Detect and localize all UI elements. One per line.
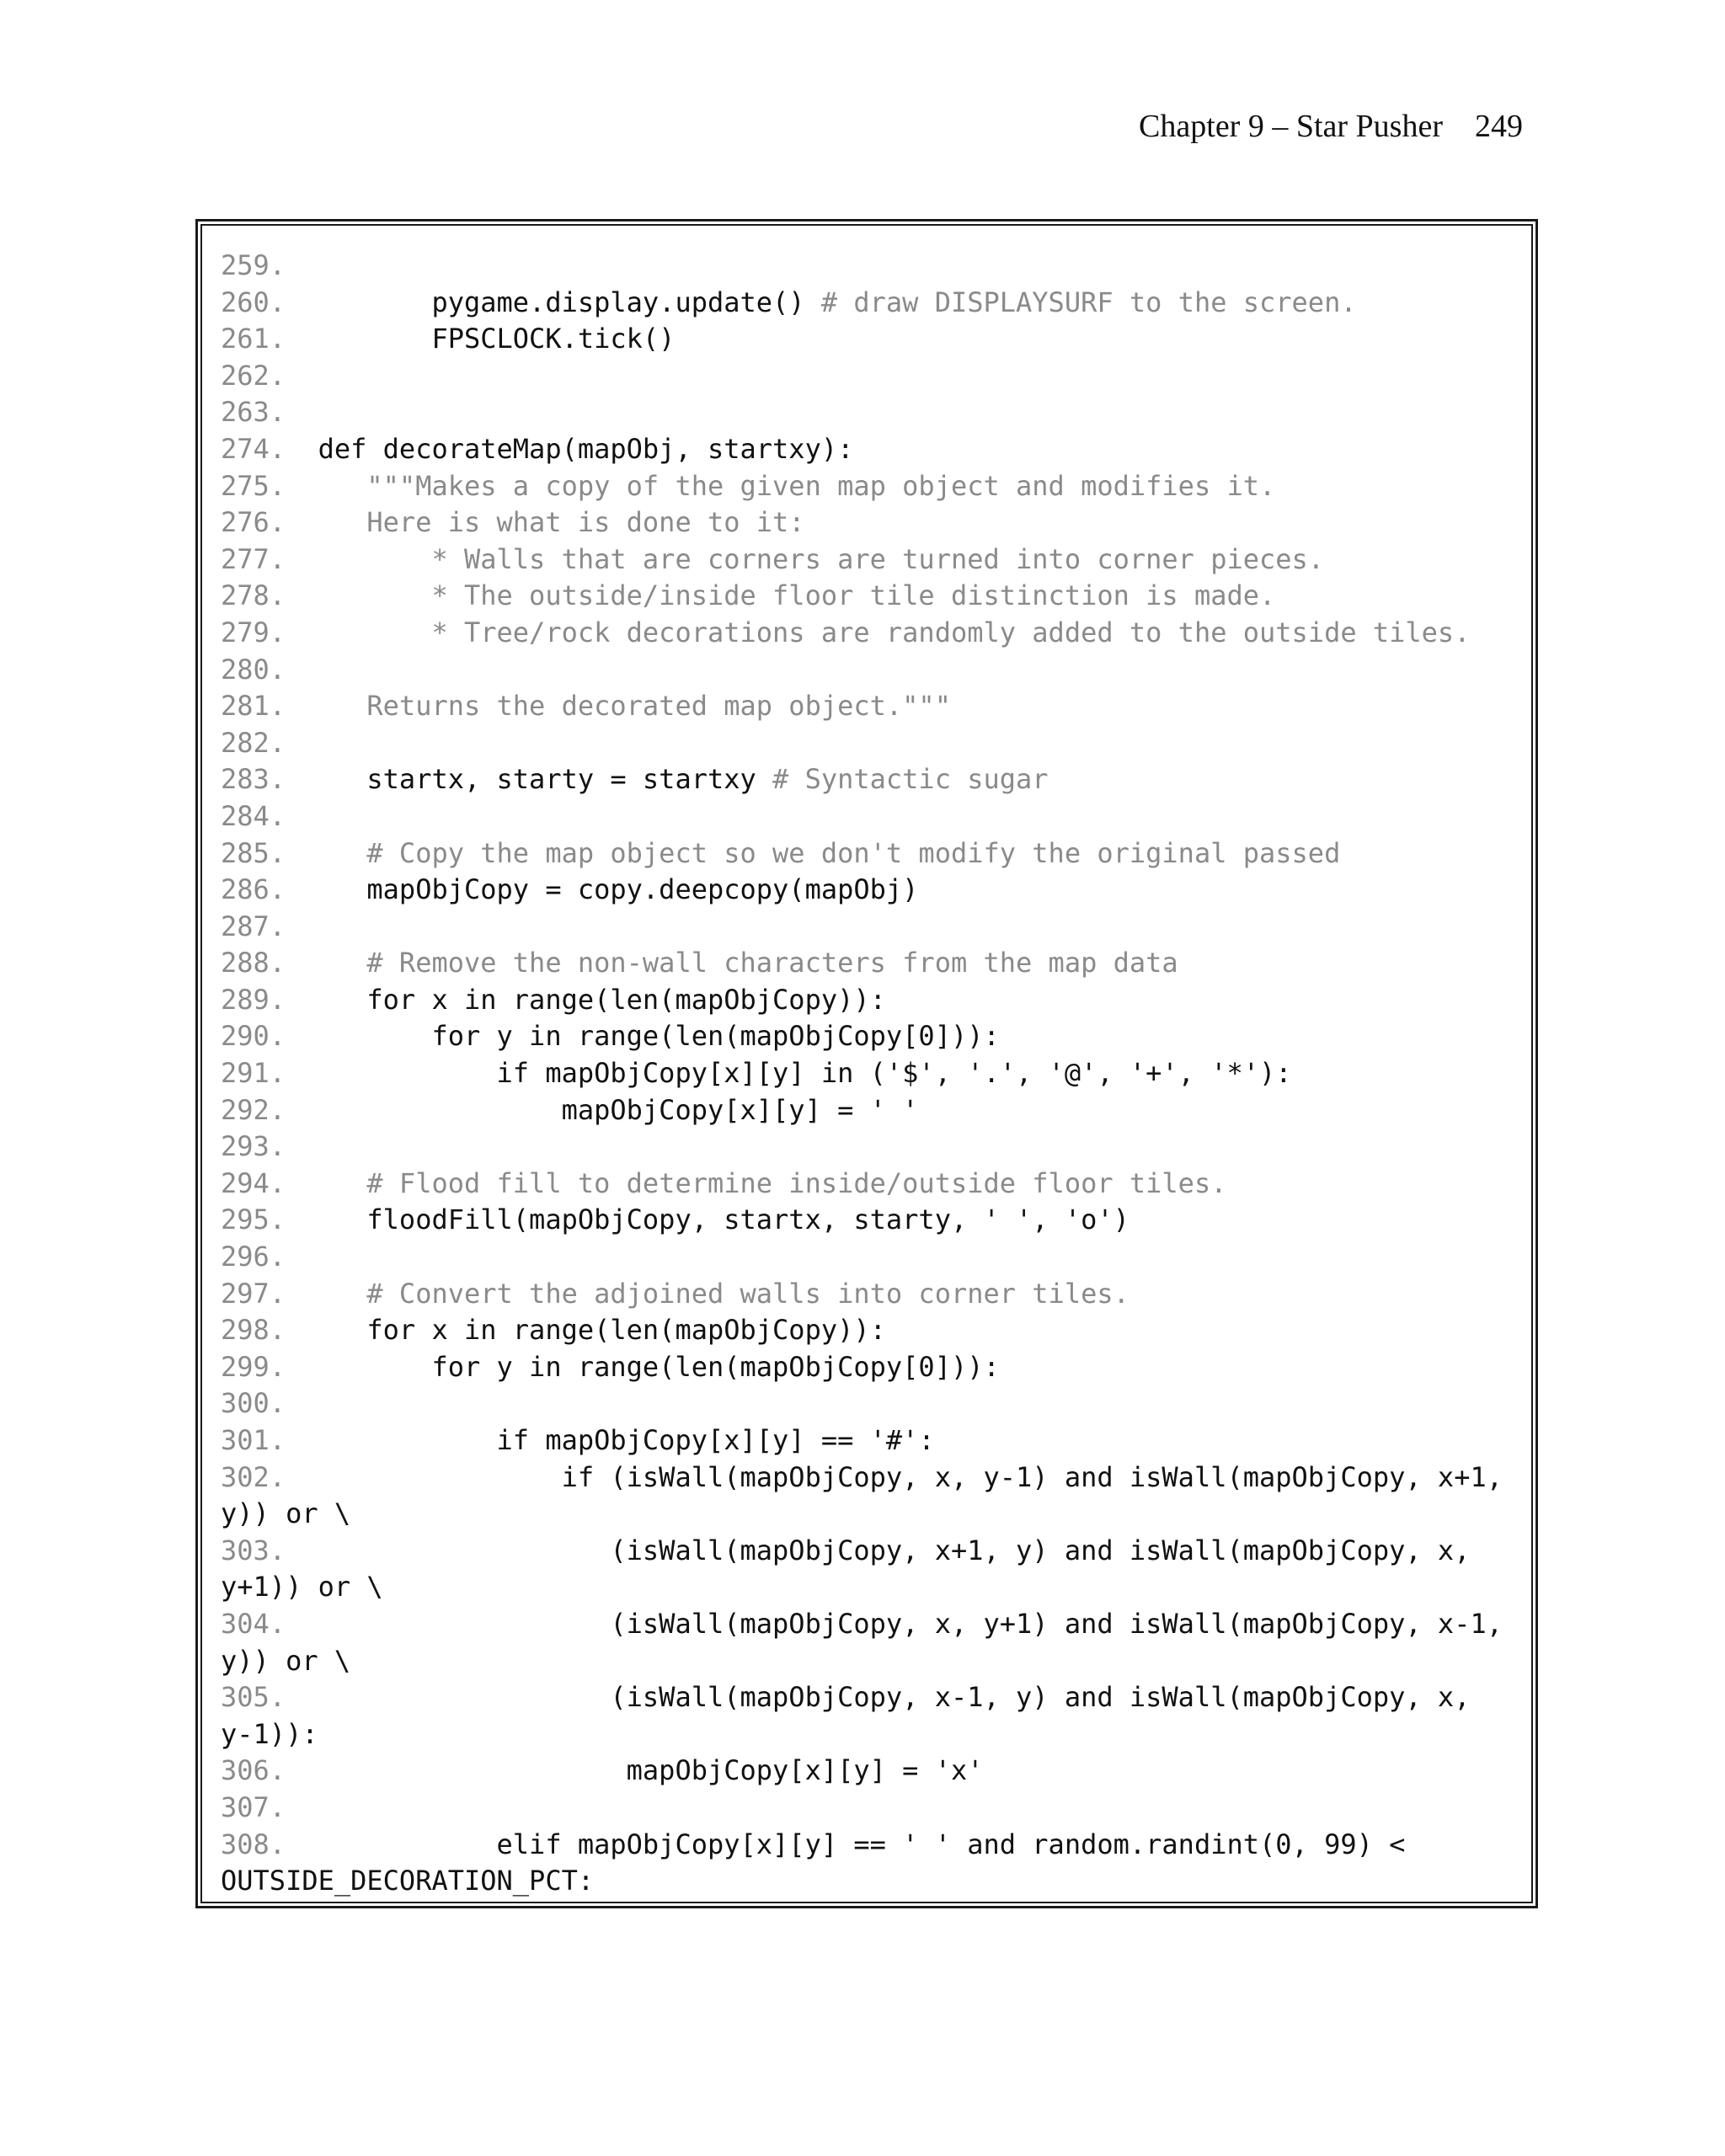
line-number: 291. <box>221 1057 302 1090</box>
line-number: 276. <box>221 506 302 539</box>
line-number: 300. <box>221 1387 302 1420</box>
code-line <box>221 1202 1531 1239</box>
page-header <box>1139 108 1523 145</box>
line-indent <box>302 947 366 979</box>
code-line <box>221 1643 1531 1680</box>
code-listing-frame <box>195 219 1538 1908</box>
code-line <box>221 798 1531 835</box>
code-line <box>221 248 1531 285</box>
line-code: y)) or \ <box>221 1497 351 1530</box>
code-line <box>221 982 1531 1019</box>
line-code: floodFill(mapObjCopy, startx, starty, ' ', 'o') <box>366 1203 1130 1236</box>
line-number: 283. <box>221 763 302 796</box>
line-number: 289. <box>221 983 302 1016</box>
code-line <box>221 1679 1531 1716</box>
line-code: (isWall(mapObjCopy, x+1, y) and isWall(mapObjCopy, x, <box>610 1534 1471 1566</box>
line-indent <box>302 579 431 611</box>
code-line <box>221 285 1531 322</box>
code-line <box>221 835 1531 873</box>
line-number: 308. <box>221 1828 302 1860</box>
line-number: 290. <box>221 1020 302 1053</box>
code-line <box>221 1863 1531 1900</box>
line-number: 293. <box>221 1130 302 1163</box>
line-code: mapObjCopy[x][y] = ' ' <box>561 1093 919 1126</box>
code-line <box>221 1569 1531 1606</box>
code-line <box>221 504 1531 542</box>
line-indent <box>302 1681 610 1713</box>
line-comment: # Syntactic sugar <box>772 763 1049 796</box>
line-number: 297. <box>221 1277 302 1310</box>
code-line <box>221 1349 1531 1386</box>
line-indent <box>302 690 366 722</box>
code-line <box>221 542 1531 579</box>
line-number: 282. <box>221 726 302 759</box>
line-indent <box>302 1094 561 1126</box>
code-line <box>221 1496 1531 1533</box>
line-number: 295. <box>221 1203 302 1236</box>
line-comment: * The outside/inside floor tile distinction is made. <box>431 579 1276 612</box>
line-code: mapObjCopy = copy.deepcopy(mapObj) <box>366 873 919 906</box>
code-listing <box>200 224 1533 1903</box>
line-code: for x in range(len(mapObjCopy)): <box>366 1314 886 1347</box>
line-code: startx, starty = startxy <box>366 763 773 796</box>
line-comment: * Walls that are corners are turned into corner pieces. <box>431 542 1325 575</box>
line-indent <box>302 1020 431 1052</box>
line-comment: # Remove the non-wall characters from the map data <box>366 947 1178 979</box>
code-line <box>221 1239 1531 1276</box>
line-comment: # draw DISPLAYSURF to the screen. <box>820 286 1357 318</box>
code-line <box>221 394 1531 431</box>
code-line <box>221 652 1531 689</box>
line-code: y)) or \ <box>221 1644 351 1677</box>
line-indent <box>302 1754 626 1786</box>
line-code: mapObjCopy[x][y] = 'x' <box>626 1754 984 1787</box>
line-number: 304. <box>221 1607 302 1640</box>
line-comment: """Makes a copy of the given map object and modifies it. <box>366 469 1276 502</box>
code-line <box>221 1312 1531 1349</box>
line-number: 278. <box>221 579 302 612</box>
code-line <box>221 1018 1531 1055</box>
line-number: 275. <box>221 469 302 502</box>
code-line <box>221 688 1531 725</box>
line-indent <box>302 1534 610 1566</box>
line-number: 294. <box>221 1166 302 1199</box>
code-line <box>221 1790 1531 1827</box>
line-comment: Returns the decorated map object.""" <box>366 690 951 723</box>
line-indent <box>302 837 366 869</box>
line-number: 281. <box>221 690 302 723</box>
code-line <box>221 909 1531 946</box>
line-indent <box>302 763 366 795</box>
code-line <box>221 1055 1531 1092</box>
code-line <box>221 761 1531 798</box>
line-indent <box>302 1278 366 1310</box>
line-number: 302. <box>221 1460 302 1493</box>
line-code: for y in range(len(mapObjCopy[0])): <box>431 1020 1000 1053</box>
line-number: 280. <box>221 653 302 686</box>
line-indent <box>302 873 366 905</box>
line-indent <box>302 1608 610 1640</box>
line-indent <box>302 506 366 538</box>
line-indent <box>302 984 366 1016</box>
line-comment: * Tree/rock decorations are randomly added to the outside tiles. <box>431 616 1471 648</box>
line-code: y+1)) or \ <box>221 1571 383 1604</box>
line-number: 298. <box>221 1314 302 1347</box>
line-comment: # Copy the map object so we don't modify the original passed <box>366 836 1341 869</box>
code-line <box>221 615 1531 652</box>
line-indent <box>302 1461 561 1493</box>
line-comment: # Flood fill to determine inside/outside floor tiles. <box>366 1166 1227 1199</box>
line-number: 303. <box>221 1534 302 1566</box>
line-code: def decorateMap(mapObj, startxy): <box>318 432 854 465</box>
line-code: y-1)): <box>221 1717 318 1750</box>
code-line <box>221 1606 1531 1643</box>
line-number: 279. <box>221 616 302 648</box>
line-comment: # Convert the adjoined walls into corner tiles. <box>366 1277 1130 1310</box>
code-line <box>221 1166 1531 1203</box>
line-code: if (isWall(mapObjCopy, x, y-1) and isWall(mapObjCopy, x+1, <box>561 1460 1503 1493</box>
line-number: 261. <box>221 323 302 355</box>
line-indent <box>302 1203 366 1235</box>
line-indent <box>302 1828 496 1860</box>
line-code: (isWall(mapObjCopy, x, y+1) and isWall(mapObjCopy, x-1, <box>610 1607 1503 1640</box>
line-number: 307. <box>221 1790 302 1823</box>
line-number: 284. <box>221 799 302 832</box>
code-line <box>221 725 1531 762</box>
code-line <box>221 578 1531 615</box>
line-number: 292. <box>221 1093 302 1126</box>
line-code: for x in range(len(mapObjCopy)): <box>366 983 886 1016</box>
line-indent <box>302 470 366 502</box>
line-number: 306. <box>221 1754 302 1787</box>
line-indent <box>302 323 431 355</box>
line-code: OUTSIDE_DECORATION_PCT: <box>221 1865 595 1897</box>
line-indent <box>302 1314 366 1346</box>
code-line <box>221 321 1531 358</box>
line-number: 274. <box>221 432 302 465</box>
line-number: 262. <box>221 359 302 392</box>
code-line <box>221 1533 1531 1570</box>
code-line <box>221 1276 1531 1313</box>
code-line <box>221 1460 1531 1497</box>
line-indent <box>302 433 318 465</box>
line-number: 285. <box>221 836 302 869</box>
line-number: 277. <box>221 542 302 575</box>
line-code: elif mapObjCopy[x][y] == ' ' and random.randint(0, 99) < <box>496 1828 1406 1860</box>
line-indent <box>302 1057 496 1089</box>
line-code: pygame.display.update() <box>431 286 821 318</box>
line-number: 259. <box>221 249 302 281</box>
line-indent <box>302 286 431 318</box>
line-code: (isWall(mapObjCopy, x-1, y) and isWall(mapObjCopy, x, <box>610 1681 1471 1714</box>
line-number: 305. <box>221 1681 302 1714</box>
line-indent <box>302 616 431 648</box>
line-number: 296. <box>221 1241 302 1273</box>
code-line <box>221 1385 1531 1422</box>
line-indent <box>302 1167 366 1199</box>
line-number: 299. <box>221 1350 302 1383</box>
line-number: 286. <box>221 873 302 906</box>
code-line <box>221 1716 1531 1753</box>
page-number: 249 <box>1475 109 1523 144</box>
line-number: 263. <box>221 396 302 429</box>
code-line <box>221 1422 1531 1460</box>
line-indent <box>302 1424 496 1456</box>
code-line <box>221 468 1531 505</box>
line-code: FPSCLOCK.tick() <box>431 323 676 355</box>
code-line <box>221 431 1531 468</box>
line-code: if mapObjCopy[x][y] in ('$', '.', '@', '+', '*'): <box>496 1057 1292 1090</box>
line-number: 288. <box>221 947 302 979</box>
code-line <box>221 358 1531 395</box>
line-indent <box>302 1351 431 1383</box>
code-line <box>221 872 1531 909</box>
line-indent <box>302 543 431 575</box>
line-number: 260. <box>221 286 302 318</box>
code-line <box>221 1129 1531 1166</box>
line-code: if mapObjCopy[x][y] == '#': <box>496 1424 935 1456</box>
code-line <box>221 1092 1531 1129</box>
line-number: 301. <box>221 1424 302 1456</box>
line-number: 287. <box>221 910 302 942</box>
chapter-title: Chapter 9 – Star Pusher <box>1139 109 1443 144</box>
code-line <box>221 1753 1531 1790</box>
code-line <box>221 1827 1531 1864</box>
line-comment: Here is what is done to it: <box>366 506 805 539</box>
code-line <box>221 945 1531 982</box>
line-code: for y in range(len(mapObjCopy[0])): <box>431 1350 1000 1383</box>
